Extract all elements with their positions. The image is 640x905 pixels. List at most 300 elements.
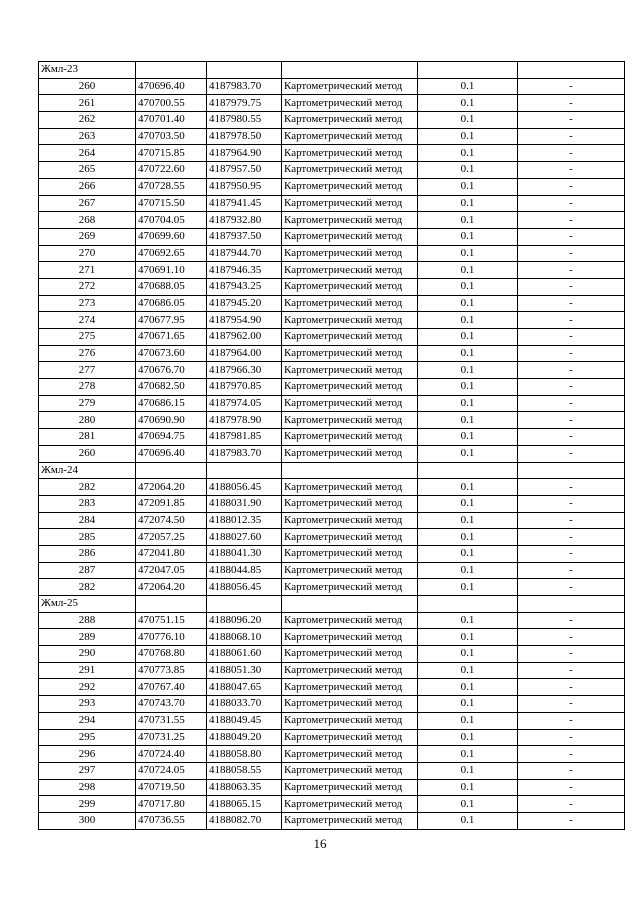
accuracy-cell: 0.1 <box>418 295 518 312</box>
x-coordinate-cell: 470776.10 <box>136 629 207 646</box>
table-row <box>39 78 625 95</box>
x-coordinate-cell: 470690.90 <box>136 412 207 429</box>
note-cell: - <box>518 545 625 562</box>
empty-cell <box>136 62 207 79</box>
method-cell: Картометрический метод <box>282 78 418 95</box>
table-row <box>39 746 625 763</box>
method-cell: Картометрический метод <box>282 212 418 229</box>
empty-cell <box>518 596 625 613</box>
point-number-cell: 297 <box>39 762 136 779</box>
point-number-cell: 266 <box>39 178 136 195</box>
table-row <box>39 529 625 546</box>
method-cell: Картометрический метод <box>282 796 418 813</box>
point-number-cell: 287 <box>39 562 136 579</box>
point-number-cell: 289 <box>39 629 136 646</box>
note-cell: - <box>518 379 625 396</box>
accuracy-cell: 0.1 <box>418 329 518 346</box>
x-coordinate-cell: 470724.05 <box>136 762 207 779</box>
point-number-cell: 286 <box>39 545 136 562</box>
x-coordinate-cell: 470719.50 <box>136 779 207 796</box>
accuracy-cell: 0.1 <box>418 479 518 496</box>
x-coordinate-cell: 470682.50 <box>136 379 207 396</box>
table-row <box>39 178 625 195</box>
table-row <box>39 479 625 496</box>
accuracy-cell: 0.1 <box>418 729 518 746</box>
table-row <box>39 662 625 679</box>
x-coordinate-cell: 470751.15 <box>136 612 207 629</box>
point-number-cell: 275 <box>39 329 136 346</box>
x-coordinate-cell: 470736.55 <box>136 812 207 829</box>
x-coordinate-cell: 470728.55 <box>136 178 207 195</box>
x-coordinate-cell: 470688.05 <box>136 278 207 295</box>
y-coordinate-cell: 4188041.30 <box>207 545 282 562</box>
y-coordinate-cell: 4188058.55 <box>207 762 282 779</box>
y-coordinate-cell: 4188051.30 <box>207 662 282 679</box>
empty-cell <box>282 462 418 479</box>
y-coordinate-cell: 4188058.80 <box>207 746 282 763</box>
accuracy-cell: 0.1 <box>418 779 518 796</box>
x-coordinate-cell: 470696.40 <box>136 445 207 462</box>
table-row <box>39 362 625 379</box>
page-number: 16 <box>313 836 327 851</box>
group-header-row <box>39 62 625 79</box>
y-coordinate-cell: 4187957.50 <box>207 162 282 179</box>
x-coordinate-cell: 470677.95 <box>136 312 207 329</box>
method-cell: Картометрический метод <box>282 529 418 546</box>
accuracy-cell: 0.1 <box>418 679 518 696</box>
empty-cell <box>418 462 518 479</box>
table-row <box>39 579 625 596</box>
method-cell: Картометрический метод <box>282 662 418 679</box>
table-row <box>39 345 625 362</box>
point-number-cell: 298 <box>39 779 136 796</box>
x-coordinate-cell: 472064.20 <box>136 479 207 496</box>
empty-cell <box>418 62 518 79</box>
table-row <box>39 646 625 663</box>
table-row <box>39 379 625 396</box>
x-coordinate-cell: 472091.85 <box>136 495 207 512</box>
y-coordinate-cell: 4187980.55 <box>207 112 282 129</box>
method-cell: Картометрический метод <box>282 445 418 462</box>
y-coordinate-cell: 4188096.20 <box>207 612 282 629</box>
accuracy-cell: 0.1 <box>418 262 518 279</box>
y-coordinate-cell: 4188056.45 <box>207 579 282 596</box>
x-coordinate-cell: 470696.40 <box>136 78 207 95</box>
x-coordinate-cell: 470715.50 <box>136 195 207 212</box>
note-cell: - <box>518 612 625 629</box>
table-row <box>39 629 625 646</box>
y-coordinate-cell: 4187979.75 <box>207 95 282 112</box>
table-row <box>39 262 625 279</box>
y-coordinate-cell: 4187970.85 <box>207 379 282 396</box>
note-cell: - <box>518 512 625 529</box>
note-cell: - <box>518 278 625 295</box>
table-row <box>39 95 625 112</box>
y-coordinate-cell: 4188033.70 <box>207 696 282 713</box>
y-coordinate-cell: 4187943.25 <box>207 278 282 295</box>
table-row <box>39 395 625 412</box>
method-cell: Картометрический метод <box>282 512 418 529</box>
y-coordinate-cell: 4188063.35 <box>207 779 282 796</box>
accuracy-cell: 0.1 <box>418 545 518 562</box>
table-row <box>39 212 625 229</box>
note-cell: - <box>518 779 625 796</box>
table-row <box>39 679 625 696</box>
point-number-cell: 265 <box>39 162 136 179</box>
point-number-cell: 274 <box>39 312 136 329</box>
x-coordinate-cell: 472047.05 <box>136 562 207 579</box>
note-cell: - <box>518 312 625 329</box>
table-row <box>39 562 625 579</box>
table-row <box>39 445 625 462</box>
group-header-row <box>39 462 625 479</box>
note-cell: - <box>518 112 625 129</box>
group-header-row <box>39 596 625 613</box>
point-number-cell: 296 <box>39 746 136 763</box>
table-row <box>39 696 625 713</box>
x-coordinate-cell: 470700.55 <box>136 95 207 112</box>
empty-cell <box>207 462 282 479</box>
accuracy-cell: 0.1 <box>418 712 518 729</box>
note-cell: - <box>518 95 625 112</box>
note-cell: - <box>518 429 625 446</box>
table-row <box>39 545 625 562</box>
x-coordinate-cell: 470673.60 <box>136 345 207 362</box>
coordinates-table-body <box>39 62 625 830</box>
x-coordinate-cell: 470731.55 <box>136 712 207 729</box>
note-cell: - <box>518 762 625 779</box>
point-number-cell: 293 <box>39 696 136 713</box>
method-cell: Картометрический метод <box>282 729 418 746</box>
method-cell: Картометрический метод <box>282 429 418 446</box>
note-cell: - <box>518 812 625 829</box>
accuracy-cell: 0.1 <box>418 345 518 362</box>
accuracy-cell: 0.1 <box>418 762 518 779</box>
note-cell: - <box>518 145 625 162</box>
point-number-cell: 281 <box>39 429 136 446</box>
note-cell: - <box>518 178 625 195</box>
x-coordinate-cell: 470701.40 <box>136 112 207 129</box>
accuracy-cell: 0.1 <box>418 629 518 646</box>
point-number-cell: 282 <box>39 579 136 596</box>
point-number-cell: 260 <box>39 78 136 95</box>
method-cell: Картометрический метод <box>282 145 418 162</box>
point-number-cell: 283 <box>39 495 136 512</box>
method-cell: Картометрический метод <box>282 646 418 663</box>
point-number-cell: 276 <box>39 345 136 362</box>
method-cell: Картометрический метод <box>282 412 418 429</box>
empty-cell <box>282 596 418 613</box>
point-number-cell: 294 <box>39 712 136 729</box>
point-number-cell: 284 <box>39 512 136 529</box>
method-cell: Картометрический метод <box>282 295 418 312</box>
y-coordinate-cell: 4187974.05 <box>207 395 282 412</box>
method-cell: Картометрический метод <box>282 579 418 596</box>
note-cell: - <box>518 445 625 462</box>
method-cell: Картометрический метод <box>282 112 418 129</box>
y-coordinate-cell: 4188027.60 <box>207 529 282 546</box>
point-number-cell: 288 <box>39 612 136 629</box>
accuracy-cell: 0.1 <box>418 112 518 129</box>
note-cell: - <box>518 729 625 746</box>
table-row <box>39 278 625 295</box>
accuracy-cell: 0.1 <box>418 78 518 95</box>
y-coordinate-cell: 4187945.20 <box>207 295 282 312</box>
x-coordinate-cell: 470686.05 <box>136 295 207 312</box>
accuracy-cell: 0.1 <box>418 662 518 679</box>
empty-cell <box>136 596 207 613</box>
table-row <box>39 729 625 746</box>
y-coordinate-cell: 4187937.50 <box>207 228 282 245</box>
y-coordinate-cell: 4188031.90 <box>207 495 282 512</box>
method-cell: Картометрический метод <box>282 629 418 646</box>
note-cell: - <box>518 662 625 679</box>
table-row <box>39 429 625 446</box>
x-coordinate-cell: 470692.65 <box>136 245 207 262</box>
method-cell: Картометрический метод <box>282 245 418 262</box>
method-cell: Картометрический метод <box>282 612 418 629</box>
note-cell: - <box>518 646 625 663</box>
note-cell: - <box>518 128 625 145</box>
x-coordinate-cell: 470767.40 <box>136 679 207 696</box>
x-coordinate-cell: 472041.80 <box>136 545 207 562</box>
table-row <box>39 512 625 529</box>
empty-cell <box>282 62 418 79</box>
x-coordinate-cell: 470671.65 <box>136 329 207 346</box>
point-number-cell: 290 <box>39 646 136 663</box>
note-cell: - <box>518 696 625 713</box>
empty-cell <box>136 462 207 479</box>
accuracy-cell: 0.1 <box>418 562 518 579</box>
y-coordinate-cell: 4188047.65 <box>207 679 282 696</box>
accuracy-cell: 0.1 <box>418 379 518 396</box>
y-coordinate-cell: 4188012.35 <box>207 512 282 529</box>
point-number-cell: 263 <box>39 128 136 145</box>
empty-cell <box>207 596 282 613</box>
point-number-cell: 269 <box>39 228 136 245</box>
note-cell: - <box>518 262 625 279</box>
method-cell: Картометрический метод <box>282 495 418 512</box>
table-row <box>39 329 625 346</box>
table-row <box>39 812 625 829</box>
method-cell: Картометрический метод <box>282 362 418 379</box>
note-cell: - <box>518 345 625 362</box>
accuracy-cell: 0.1 <box>418 162 518 179</box>
x-coordinate-cell: 470717.80 <box>136 796 207 813</box>
table-row <box>39 762 625 779</box>
note-cell: - <box>518 679 625 696</box>
point-number-cell: 273 <box>39 295 136 312</box>
accuracy-cell: 0.1 <box>418 362 518 379</box>
y-coordinate-cell: 4187950.95 <box>207 178 282 195</box>
accuracy-cell: 0.1 <box>418 495 518 512</box>
x-coordinate-cell: 470691.10 <box>136 262 207 279</box>
note-cell: - <box>518 329 625 346</box>
point-number-cell: 278 <box>39 379 136 396</box>
y-coordinate-cell: 4188056.45 <box>207 479 282 496</box>
x-coordinate-cell: 470724.40 <box>136 746 207 763</box>
accuracy-cell: 0.1 <box>418 429 518 446</box>
point-number-cell: 300 <box>39 812 136 829</box>
table-row <box>39 295 625 312</box>
note-cell: - <box>518 629 625 646</box>
y-coordinate-cell: 4187983.70 <box>207 445 282 462</box>
point-number-cell: 272 <box>39 278 136 295</box>
accuracy-cell: 0.1 <box>418 178 518 195</box>
note-cell: - <box>518 495 625 512</box>
point-number-cell: 291 <box>39 662 136 679</box>
note-cell: - <box>518 162 625 179</box>
accuracy-cell: 0.1 <box>418 278 518 295</box>
table-row <box>39 412 625 429</box>
note-cell: - <box>518 212 625 229</box>
method-cell: Картометрический метод <box>282 779 418 796</box>
point-number-cell: 280 <box>39 412 136 429</box>
empty-cell <box>518 62 625 79</box>
accuracy-cell: 0.1 <box>418 245 518 262</box>
note-cell: - <box>518 579 625 596</box>
y-coordinate-cell: 4187946.35 <box>207 262 282 279</box>
method-cell: Картометрический метод <box>282 95 418 112</box>
table-row <box>39 495 625 512</box>
note-cell: - <box>518 362 625 379</box>
note-cell: - <box>518 78 625 95</box>
x-coordinate-cell: 470731.25 <box>136 729 207 746</box>
point-number-cell: 260 <box>39 445 136 462</box>
table-row <box>39 779 625 796</box>
y-coordinate-cell: 4188065.15 <box>207 796 282 813</box>
method-cell: Картометрический метод <box>282 712 418 729</box>
method-cell: Картометрический метод <box>282 395 418 412</box>
y-coordinate-cell: 4187962.00 <box>207 329 282 346</box>
accuracy-cell: 0.1 <box>418 746 518 763</box>
x-coordinate-cell: 470676.70 <box>136 362 207 379</box>
y-coordinate-cell: 4187944.70 <box>207 245 282 262</box>
x-coordinate-cell: 472064.20 <box>136 579 207 596</box>
group-name: Жмл-23 <box>39 62 136 79</box>
accuracy-cell: 0.1 <box>418 395 518 412</box>
note-cell: - <box>518 245 625 262</box>
y-coordinate-cell: 4187954.90 <box>207 312 282 329</box>
accuracy-cell: 0.1 <box>418 445 518 462</box>
accuracy-cell: 0.1 <box>418 512 518 529</box>
note-cell: - <box>518 796 625 813</box>
method-cell: Картометрический метод <box>282 379 418 396</box>
y-coordinate-cell: 4187978.90 <box>207 412 282 429</box>
accuracy-cell: 0.1 <box>418 529 518 546</box>
point-number-cell: 264 <box>39 145 136 162</box>
table-row <box>39 312 625 329</box>
y-coordinate-cell: 4187964.90 <box>207 145 282 162</box>
accuracy-cell: 0.1 <box>418 579 518 596</box>
y-coordinate-cell: 4188049.45 <box>207 712 282 729</box>
note-cell: - <box>518 479 625 496</box>
method-cell: Картометрический метод <box>282 562 418 579</box>
table-row <box>39 128 625 145</box>
accuracy-cell: 0.1 <box>418 145 518 162</box>
x-coordinate-cell: 472057.25 <box>136 529 207 546</box>
method-cell: Картометрический метод <box>282 545 418 562</box>
y-coordinate-cell: 4188049.20 <box>207 729 282 746</box>
accuracy-cell: 0.1 <box>418 696 518 713</box>
point-number-cell: 271 <box>39 262 136 279</box>
point-number-cell: 262 <box>39 112 136 129</box>
method-cell: Картометрический метод <box>282 479 418 496</box>
note-cell: - <box>518 412 625 429</box>
table-row <box>39 195 625 212</box>
table-row <box>39 245 625 262</box>
note-cell: - <box>518 746 625 763</box>
table-row <box>39 712 625 729</box>
accuracy-cell: 0.1 <box>418 796 518 813</box>
x-coordinate-cell: 470722.60 <box>136 162 207 179</box>
accuracy-cell: 0.1 <box>418 412 518 429</box>
y-coordinate-cell: 4187932.80 <box>207 212 282 229</box>
y-coordinate-cell: 4187966.30 <box>207 362 282 379</box>
table-row <box>39 228 625 245</box>
group-name: Жмл-24 <box>39 462 136 479</box>
method-cell: Картометрический метод <box>282 329 418 346</box>
method-cell: Картометрический метод <box>282 228 418 245</box>
accuracy-cell: 0.1 <box>418 646 518 663</box>
accuracy-cell: 0.1 <box>418 195 518 212</box>
x-coordinate-cell: 470694.75 <box>136 429 207 446</box>
empty-cell <box>418 596 518 613</box>
method-cell: Картометрический метод <box>282 312 418 329</box>
point-number-cell: 270 <box>39 245 136 262</box>
point-number-cell: 295 <box>39 729 136 746</box>
note-cell: - <box>518 529 625 546</box>
method-cell: Картометрический метод <box>282 178 418 195</box>
method-cell: Картометрический метод <box>282 679 418 696</box>
method-cell: Картометрический метод <box>282 345 418 362</box>
table-row <box>39 145 625 162</box>
accuracy-cell: 0.1 <box>418 128 518 145</box>
accuracy-cell: 0.1 <box>418 95 518 112</box>
accuracy-cell: 0.1 <box>418 212 518 229</box>
method-cell: Картометрический метод <box>282 696 418 713</box>
y-coordinate-cell: 4188068.10 <box>207 629 282 646</box>
note-cell: - <box>518 395 625 412</box>
x-coordinate-cell: 472074.50 <box>136 512 207 529</box>
note-cell: - <box>518 295 625 312</box>
y-coordinate-cell: 4188082.70 <box>207 812 282 829</box>
y-coordinate-cell: 4187941.45 <box>207 195 282 212</box>
y-coordinate-cell: 4187978.50 <box>207 128 282 145</box>
method-cell: Картометрический метод <box>282 278 418 295</box>
accuracy-cell: 0.1 <box>418 812 518 829</box>
method-cell: Картометрический метод <box>282 195 418 212</box>
accuracy-cell: 0.1 <box>418 312 518 329</box>
note-cell: - <box>518 562 625 579</box>
method-cell: Картометрический метод <box>282 262 418 279</box>
coordinates-table <box>38 61 625 830</box>
note-cell: - <box>518 228 625 245</box>
method-cell: Картометрический метод <box>282 162 418 179</box>
x-coordinate-cell: 470773.85 <box>136 662 207 679</box>
point-number-cell: 268 <box>39 212 136 229</box>
empty-cell <box>207 62 282 79</box>
x-coordinate-cell: 470768.80 <box>136 646 207 663</box>
note-cell: - <box>518 712 625 729</box>
x-coordinate-cell: 470703.50 <box>136 128 207 145</box>
point-number-cell: 261 <box>39 95 136 112</box>
table-row <box>39 162 625 179</box>
point-number-cell: 299 <box>39 796 136 813</box>
point-number-cell: 267 <box>39 195 136 212</box>
y-coordinate-cell: 4187964.00 <box>207 345 282 362</box>
point-number-cell: 285 <box>39 529 136 546</box>
